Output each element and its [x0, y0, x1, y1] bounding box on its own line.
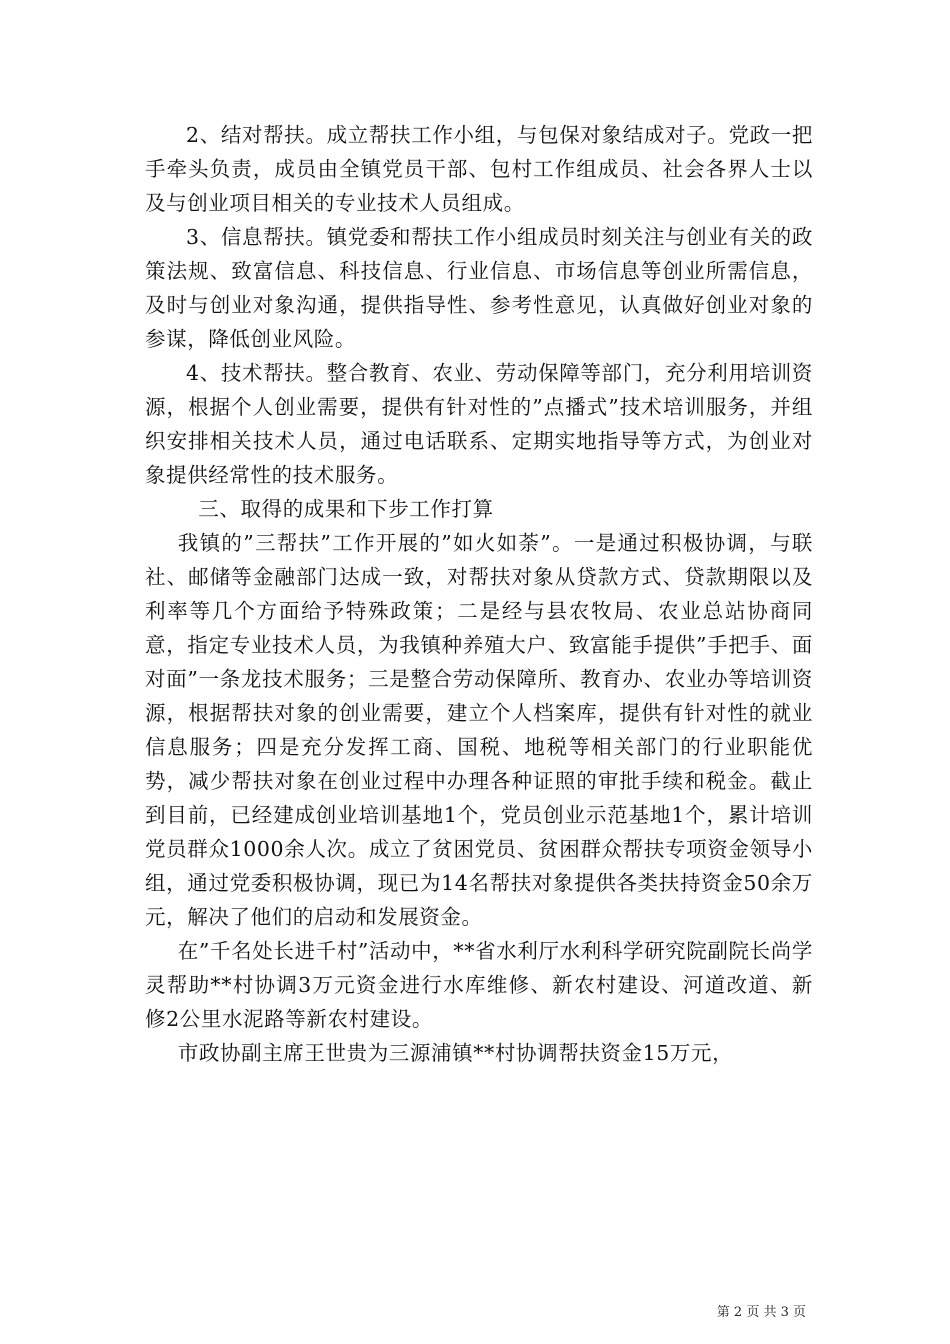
- paragraph-results-summary: 我镇的”三帮扶”工作开展的”如火如荼”。一是通过积极协调，与联社、邮储等金融部门达成一致，对帮扶对象从贷款方式、贷款期限以及利率等几个方面给予特殊政策；二是经与县农牧局、农业总站协商同意，指定专业技术人员，为我镇种养殖大户、致富能手提供”手把手、面对面”一条龙技术服务；三是整合劳动保障所、教育办、农业办等培训资源，根据帮扶对象的创业需要，建立个人档案库，提供有针对性的就业信息服务；四是充分发挥工商、国税、地税等相关部门的行业职能优势，减少帮扶对象在创业过程中办理各种证照的审批手续和税金。截止到目前，已经建成创业培训基地1个，党员创业示范基地1个，累计培训党员群众1000余人次。成立了贫困党员、贫困群众帮扶专项资金领导小组，通过党委积极协调，现已为14名帮扶对象提供各类扶持资金50余万元，解决了他们的启动和发展资金。: [145, 531, 814, 929]
- document-body: [145, 118, 813, 1070]
- paragraph-cppcc-assistance: 市政协副主席王世贵为三源浦镇**村协调帮扶资金15万元，: [177, 1041, 734, 1065]
- paragraph-information-assistance: 3、信息帮扶。镇党委和帮扶工作小组成员时刻关注与创业有关的政策法规、致富信息、科技信息、行业信息、市场信息等创业所需信息，及时与创业对象沟通，提供指导性、参考性意见，认真做好创业对象的参谋，降低创业风险。: [145, 225, 813, 351]
- paragraph-technical-assistance: 4、技术帮扶。整合教育、农业、劳动保障等部门，充分利用培训资源，根据个人创业需要，提供有针对性的”点播式”技术培训服务，并组织安排相关技术人员，通过电话联系、定期实地指导等方式，为创业对象提供经常性的技术服务。: [145, 361, 813, 487]
- paragraph-village-activity: 在”千名处长进千村”活动中，**省水利厅水利科学研究院副院长尚学灵帮助**村协调3万元资金进行水库维修、新农村建设、河道改道、新修2公里水泥路等新农村建设。: [145, 939, 813, 1031]
- page-number-footer: 第 2 页 共 3 页: [716, 1305, 806, 1320]
- paragraph-pairing-assistance: 2、结对帮扶。成立帮扶工作小组，与包保对象结成对子。党政一把手牵头负责，成员由全镇党员干部、包村工作组成员、社会各界人士以及与创业项目相关的专业技术人员组成。: [145, 123, 813, 215]
- section-heading-results: 三、取得的成果和下步工作打算: [198, 497, 494, 521]
